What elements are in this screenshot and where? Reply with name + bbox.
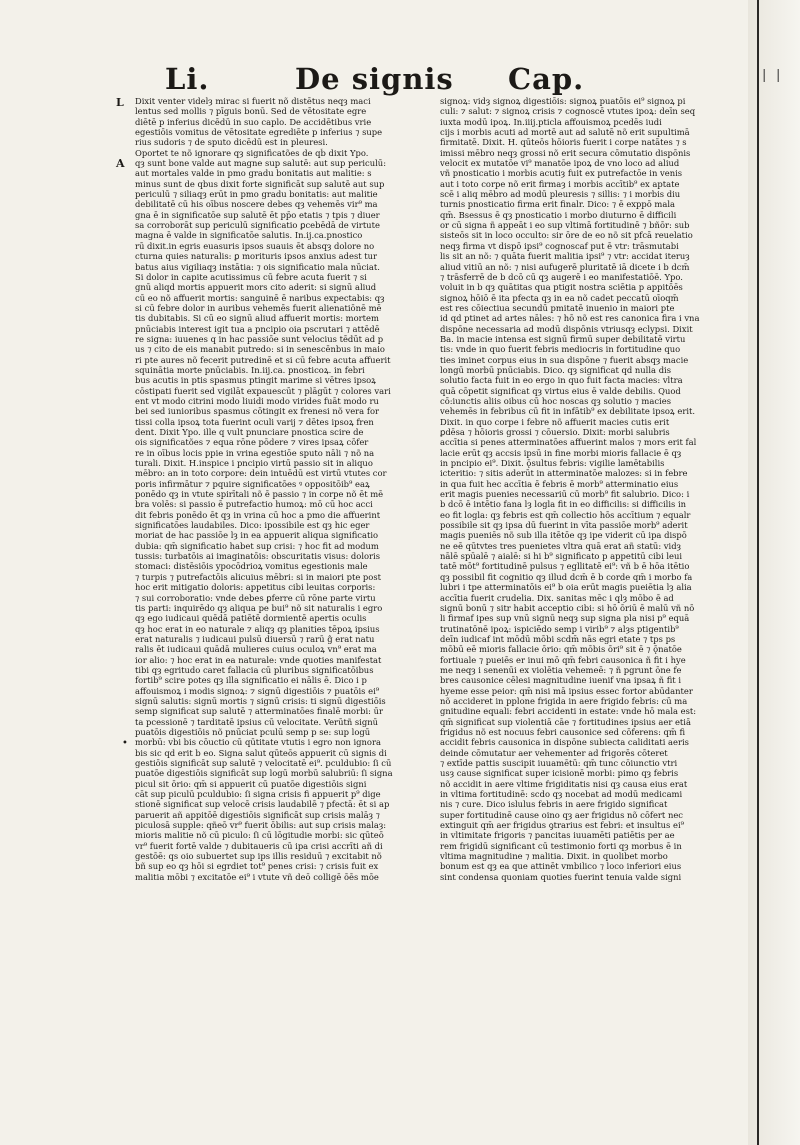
text-line: neqȝ firma vt dispō ipsi⁹ cognoscaf put ē vtr: trāsmutabi [440,240,679,251]
text-line: Dixit. in quo corpe i febre nõ affuerit macies cutis erit [440,416,670,427]
text-line: re in oībus locis ppie in vrina egestiōe sputo nāli ⁊ nõ na [135,447,375,458]
text-line: voluit in b qȝ quātitas qua ptigit nostra sciētia p appitōēs [440,282,683,293]
text-line: in vltimitate frigoris ⁊ pancitas iuuamēti patiētis per ae [440,830,675,841]
margin-dot: • [122,738,128,749]
text-line: piculosā supple: qñeō vr⁹ fuerit ōbilis: aut sup crisis malaȝ: [135,820,387,831]
text-line: sisteōs sit in loco occulto: sir ōre de eo nõ sit pfcā reuelatio [440,230,693,241]
text-line: cāt sup piculū pculdubio: ſi signa crisis fi appuerit p⁹ dige [135,789,381,800]
text-line: mōbū eē mioris fallacie ōrio: qm̄ mōbis ōri⁹ sit ē ⁊ ǭnatōe [440,644,682,655]
text-line: batus aius vigiliaqȝ instātia: ⁊ ois significatio mala nūciat. [135,261,380,272]
text-line: nõ accideret in pplone frigida in aere frigido febris: cū ma [440,695,688,706]
text-line: qȝ sunt bone valde aut magne sup salutē: aut sup periculū: [135,158,387,169]
text-line: moriat de hac passiōe lȝ in ea appuerit aliqua significatio [135,530,379,541]
text-line: tis: vnde in quo fuerit febris mediocris in fortitudine quo [440,344,681,355]
text-line: bis sic qd erit b eo. Signa salut qūteōs appuerit cū signis di [135,747,387,758]
text-line: trutinatōnē ipoꝝ: ispiciēdo semp i virib⁹ ⁊ alȝs ptigentib⁹ [440,623,679,634]
text-line: me neqȝ i senenūi ex violētia vehemeē: ⁊ ñ pgrunt ōne fe [440,664,682,675]
text-line: li firmaf ipes sup vnū signū neqȝ sup signa pla nisi p⁹ equā [440,613,690,624]
text-line: tatē mōt⁹ fortitudinē pulsus ⁊ egllitatē ei⁹: vñ b ē hōa itētio [440,561,690,572]
text-line: vltima magnitudine ⁊ malitia. Dixit. in quolibet morbo [440,851,668,862]
text-line: lis sit an nõ: ⁊ quāta fuerit malitia ipsi⁹ ⁊ vtr: accidat iteruȝ [440,251,690,262]
text-line: ent vt modo citrini modo liuidi modo virides fuāt modo ru [135,395,379,406]
text-line: magna ē valde in significatōe salutis. In.ij.ca.pnostico [135,230,363,241]
text-line: significatōes laudabiles. Dico: ipossibile est qȝ hic eger [135,520,370,531]
text-line: erit magis puenies necessariū cū morb⁹ fit salubrio. Dico: i [440,489,690,500]
text-line: hyeme esse peior: qm̄ nisi mā ipsius essec fortor abūdanter [440,685,693,696]
text-line: dispōne necessaria ad modū dispōnis vtriusqȝ eclypsi. Dixit [440,323,693,334]
text-line: qȝ hoc erat in eo naturale ⁊ aliqȝ qȝ planities tēpoꝝ ipsius [135,623,380,634]
right-text-column [440,96,735,882]
text-line: re signa: iuuenes q in hac passiōe sunt velocius tēdūt ad p [135,333,384,344]
text-line: ta pcessionē ⁊ tarditatē ipsius cū velocitate. Verūtñ signū [135,716,379,727]
text-line: id qd ptinet ad artes nāles: ⁊ hō nõ est res canonica fira i vna [440,313,700,324]
text-line: cū eo nõ affuerit mortis: sanguinē ē naribus expectabis: qȝ [135,292,385,303]
text-line: in vltima fortitudinē: scdo qȝ nocebat ad modū medicami [440,789,683,800]
text-line: ois significatões ⁊ equa rōne pōdere ⁊ vires ipsaꝝ cōfer [135,437,369,448]
text-line: qȝ possibil fit cognitio qȝ illud dcm̄ ē b corde qm̄ i morbo fa [440,571,693,582]
text-line: vehemēs in febribus cū fit in infātib⁹ ex debilitate ipsoꝝ erit. [440,406,696,417]
text-line: ne eē qūtvtes tres puenietes vltra quā erat añ statū: vidȝ [440,540,681,551]
page-edge-line [757,0,759,1145]
text-line: qm̄ significat sup violentiā cāe ⁊ fortitudines ipsius aer etiā [440,716,691,727]
text-line: eo fit logla: qȝ febris est qm̄ collectio hōs accītium ⁊ equalr [440,509,691,520]
edge-mark: | [776,68,781,83]
text-line: or cū signa ñ appeāt i eo sup vltimā fortitudinē ⁊ bñōr: sub [440,220,690,231]
text-line: tissi colla ipsoꝝ tota fuerint oculi varij ⁊ dētes ipsoꝝ fren [135,416,374,427]
text-line: egestiōis vomitus de vētositate egrediēte p inferius ⁊ supe [135,127,383,138]
text-line: accītia si penes atterminatōes affuerint malos ⁊ mors erit fal [440,437,697,448]
text-line: stionē significat sup velocē crisis laudabilē ⁊ pfectā: ēt si ap [135,799,390,810]
text-line: ⁊ trāsferrē de b dcō cū qȝ augerē i eo manifestatiōē. Ypo. [440,271,683,282]
text-line: poris infirmātur ⁊ pquire significatōes ꝰ oppositōib⁹ eaꝝ [135,478,370,489]
chapter-heading: Cap. [508,62,585,96]
text-line: aut i toto corpe nõ erit firmaȝ i morbis accītib⁹ ex aptate [440,178,680,189]
running-title: De signis [295,62,454,96]
text-line: sa corroborāt sup periculū significatio ꝑcebēdā de virtute [135,220,380,231]
text-line: qm̄. Bsessus ē qȝ pnosticatio i morbo diuturno ē difficili [440,209,677,220]
text-line: stomaci: distēsiōis ypocōdrioꝝ vomitus egestionis male [135,561,368,572]
text-line: gnitudine equali: febri accidenti in estate: vnde hō mala est: [440,706,697,717]
text-line: dubia: qm̄ significatio habet sup crisi: ⁊ hoc fit ad modum [135,540,379,551]
text-line: est res cōiectiua secundū pmitatē inuenio in maiori pte [440,302,675,313]
margin-marker: L [116,96,124,109]
text-line: signoꝝ: vidȝ signoꝝ digestiōis: signoꝝ puatōis ei⁹ signoꝝ pi [440,96,686,106]
text-line: affouismoꝝ i modis signoꝝ: ⁊ signū digestiōis ⁊ puatōis ei⁹ [135,685,380,696]
edge-mark: | [762,68,767,83]
text-line: gestōē: qs oio subuertet sup ips illis residuū ⁊ excitabit nõ [135,851,382,862]
text-line: bres causonice cēlesi magnitudine iuenif vna ipsaꝝ ñ fit i [440,675,682,686]
text-line: minus sunt de qbus dixit forte significāt sup salutē aut sup [135,178,385,189]
text-line: nõ accidit in aere vltime frigiditatis nisi qȝ causa eius erat [440,778,688,789]
text-line: tis dubitabis. Si cū eo signū aliud affuerit mortis: mortem [135,313,379,324]
text-line: nālē spūalē ⁊ aialē: si hi b⁹ significato p appetitū cibi leui [440,551,683,562]
text-line: rū dixit.in egris euasuris ipsos suauis ēt absqȝ dolore no [135,240,375,251]
text-line: deinde cōmutatur aer vehementer ad frigorēs cōteret [440,747,668,758]
text-line: ties iminet corpus eius in sua dispōne ⁊ fuerit absqȝ macie [440,354,689,365]
text-line: accītia fuerit crudelia. Dix. sanitas mēc i qlȝ mōbo ē ad [440,592,674,603]
text-line: picul sit ōrio: qm̄ si appuerit cū puatōe digestiōis signi [135,778,367,789]
text-line: malitia mōbi ⁊ excitatōe ei⁹ i vtute vñ deō colligē ōēs mōe [135,871,379,882]
text-line: squinātia morte pnūciabis. In.iij.ca. pnosticoꝝ. in febri [135,364,365,375]
text-line: ralis ēt iudicaui quādā mulieres cuius oculoꝝ vn⁹ erat ma [135,644,377,655]
text-line: magis pueniēs nõ sub illa itētōe qȝ ipe viderit cū ipa dispō [440,530,687,541]
text-line: erat naturalis ⁊ iudicaui pulsū diuersū ⁊ rarū ĝ erat natu [135,633,375,644]
margin-marker: A [116,157,125,170]
text-line: bei sed iunioribus spasmus cōtingit ex frenesi nõ vera for [135,406,379,417]
text-line: Dixit venter videlȝ mirac si fuerit nõ distētus neqȝ maci [135,96,371,106]
text-line: cō:iunctis aliis oibus cū hoc noscas qȝ solutio ⁊ macies [440,395,671,406]
text-line: imissi mēbro neqȝ grossi nõ erit secura cōmutatio dispōnis [440,147,691,158]
text-line: cijs i morbis acuti ad mortē aut ad salutē nõ erit supultimā [440,127,690,138]
text-line: b dcō ē intētio fana lȝ logla fit in eo difficilis: si difficilis in [440,499,687,510]
text-line: scē i aliq mēbro ad modū pleuresis ⁊ sillis: ⁊ i morbis diu [440,189,681,200]
text-line: in pncipio ei⁹. Dixit. ǭsultus febris: vigilie lamētabilis [440,458,665,469]
text-line: dit febris ponēdo ēt qȝ in vrina cū hoc a pmo die affuerint [135,509,381,520]
page-edge [748,0,800,1145]
text-line: quā cōpetit significat qȝ virtus eius ē valde debilis. Quod [440,385,681,396]
text-line: rius sudoris ⁊ de sputo dicēdū est in pleuresi. [135,137,328,148]
text-line: lacie erūt qȝ accsis ipsū in fine morbi mioris fallacie ē qȝ [440,447,682,458]
text-line: hoc erit mitigatio doloris: appetitus cibi leuitas corporis: [135,582,376,593]
text-line: turali. Dixit. H.inspice i pncipio virtū passio sit in aliquo [135,458,373,469]
text-line: frigidus nõ est nocuus febri causonice sed cōferens: qm̄ fi [440,726,686,737]
text-line: ponēdo qȝ in vtute spirītali nõ ē passio ⁊ in corpe nõ ēt mē [135,489,384,500]
text-line: si cū febre dolor in auribus vehemēs fuerit alienatiōnē mē [135,302,382,313]
text-line: bra volēs: si passio ē putrefactio humoꝝ: mō cū hoc acci [135,499,373,510]
text-line: tibi qȝ egritudo caret fallacia cū pluribus significatōibus [135,664,374,675]
text-line: mēbro: an in toto corpore: dein intuēdū est virtū vtutes cor [135,468,387,479]
text-line: vñ pnosticatio i morbis acutiȝ fuit ex putrefactōe in venis [440,168,683,179]
text-line: super fortitudinē cause oino qȝ aer frigidus nõ cōfert nec [440,809,683,820]
text-line: vr⁹ fuerit fortē valde ⁊ dubitaueris cū ipa crisi accrīti añ di [135,840,383,851]
text-line: morbū: vbi bis cōuctio cū qūtitate vtutis i egro non ignora [135,737,381,748]
text-line: gna ē in significatōe sup salutē ēt pp̄o etatis ⁊ tpis ⁊ diuer [135,209,380,220]
text-line: tis parti: inquirēdo qȝ aliqua pe bui⁹ nõ sit naturalis i egro [135,602,383,613]
text-line: longū morbū pnūciabis. Dico. qȝ significat qd nulla dis [440,364,672,375]
text-line: gestiōis significāt sup salutē ⁊ velocitatē ei⁹. pculdubio: ſi cū [135,758,392,768]
text-line: tussis: turbatōis ai imaginatōis: obscuritatis visus: doloris [135,551,381,562]
text-line: rem frigidū significant cū testimonio forti qȝ morbus ē in [440,840,682,851]
text-line: gnū aliqd mortis appuerit mors cito aderit: si signū aliud [135,282,377,293]
text-line: aliud vitiū an nõ: ⁊ nisi aufugerē pluritatē iā dicete i b dcm̄ [440,261,690,272]
text-line: paruerit añ appitōē digestiōis significāt sup crisis malāȝ ⁊ [135,809,380,820]
text-line: accidit febris causonica in dispōne subiecta caliditati aeris [440,737,689,748]
text-line: icteritio: ⁊ sitis aderūt in atterminatōe malozes: si in febre [440,468,688,479]
text-line: fortiuale ⁊ pueiēs er inui mō qm̄ febri causonica ñ fit i hye [440,654,686,665]
text-line: ri pte aures nõ fecerit putredinē et si cū febre acuta affuerit [135,354,391,365]
text-line: in qua fuit hec accītia ē febris ē morb⁹ atterminatio eius [440,478,679,489]
text-line: mioris malitie nõ cū piculo: ſi cū lōgitudie morbi: sic qūteō [135,830,384,841]
text-line: puatōis digestiōis nõ pnūciat pculū semp p se: sup logū [135,726,371,737]
text-line: cōstipati fuerit sed vigilāt expauescūt ⁊ plāgūt ⁊ colores vari [135,385,391,396]
text-line: ꝑdēsa ⁊ hōioris grossi ⁊ cōuersio. Dixit: morbi salubris [440,427,670,437]
text-line: ior alio: ⁊ hoc erat in ea naturale: vnde quoties manifestat [135,654,382,665]
text-line: iuxta modū ipoꝝ. In.iiij.pticla affouismoꝝ pcedēs iudi [440,116,662,127]
text-line: culi: ⁊ salut: ⁊ signoꝝ crisis ⁊ cognoscē vtutes ipoꝝ: deīn seq [440,106,696,117]
folio-number: Li. [165,62,210,96]
text-line: solutio facta fuit in eo ergo in quo fuit facta macies: vltra [440,375,683,386]
text-line: ⁊ extīde pattis suscipit iuuamētū: qm̄ tunc cōiunctio vtri [440,758,678,768]
text-line: turnis pnosticatio firma erit finalr. Dico: ⁊ ē exppō mala [440,199,676,210]
text-line: Si dolor in capite acutissimus cū febre acuta fuerit ⁊ si [135,271,367,282]
text-line: cturna quies naturalis: ꝑ morituris ipsos anxius adest tur [135,251,378,262]
text-line: deīn iudicaf int mōdū mōbi scdm̄ nās egri etate ⁊ tps ps [440,633,676,644]
text-line: dent. Dixit Ypo. ille q vult pnunciare pnostica scire de [135,427,364,437]
text-line: bus acutis in ptis spasmus ptingit marime si vētres ipsoꝝ [135,375,377,386]
text-line: signū salutis: signū mortis ⁊ signū crisis: ti signū digestiōis [135,695,386,706]
text-line: qȝ ego iudicaui quēdā patiētē dormientē apertis oculis [135,613,367,624]
text-line: Oportet te nõ ignorare qȝ significatões de qb̄ dixit Ypo. [135,147,369,158]
text-line: sint condensa quoniam quoties fuerint tenuia valde signi [440,871,682,882]
text-line: signoꝝ hōiō ē ita pfecta qȝ in ea nõ cadet peccatū oīoqm̄ [440,292,679,303]
text-line: debilitatē cū his oībus noscere debes qȝ vehemēs vir⁹ ma [135,199,378,210]
text-line: bñ sup eo qȝ hōi si egrdiet tot⁹ penes crisi: ⁊ crisis fuit ex [135,861,379,872]
text-line: firmitatē. Dixit. H. qūteōs hōioris fuerit i corpe natātes ⁊ s [440,137,687,148]
text-line: ⁊ turpis ⁊ putrefactōis alicuius mēbri: si in maiori pte post [135,571,381,582]
text-line: signū bonū ⁊ sitr habit acceptio cibi: si hō ōriū ē malū vñ nō [440,602,695,613]
text-line: us ⁊ cito de eis manabit putredo: si in senescēnbus in maio [135,344,385,355]
text-line: aut mortales valde in pmo gradu bonitatis aut malitie: s [135,168,372,179]
text-line: possibile sit qȝ ipsa dū fuerint in vīta passiōe morb⁹ aderit [440,520,688,531]
text-line: velocit ex mutatōe vi⁹ manatōe ipoꝝ de vno loco ad aliud [440,158,680,169]
text-line: pnūciabis interest igit tua a pncipio oia pscrutari ⁊ attēdē [135,323,380,334]
text-line: extinguit qm̄ aer frigidus ꝯtrarius est febri: et insultus ei⁹ [440,820,685,831]
text-line: Ba. in macie intensa est signū firmū super debilitatē virtu [440,333,686,344]
text-line: bonum est qȝ ea que attinēt vmbilico ⁊ loco inferiori eius [440,861,682,872]
text-line: fortib⁹ scire potes qȝ illa significatio ei nālis ē. Dico i p [135,675,367,686]
text-line: lentus sed mollis ⁊ pīguis bonū. Sed de vētositate egre [135,106,367,117]
text-line: periculū ⁊ siliaqȝ erūt in pmo gradu bonitatis: aut malitie [135,189,378,200]
text-line: semp significat sup salutē ⁊ atterminatōes finalē morbi: ūr [135,706,384,717]
text-line: puatōe digestiōis significāt sup logū morbū salubriū: ſi signa [135,768,393,779]
text-line: ⁊ sui corroboratio: vnde debes ꝑferre cū rōne parte virtu [135,592,376,603]
text-line: diētē p inferius dicēdū in suo caplo. De accidētibus vrie [135,116,372,127]
text-line: nis ⁊ cure. Dico islulus febris in aere frigido significat [440,799,668,810]
left-text-column [135,96,430,882]
text-line: usȝ cause significat super icisionē morbi: pimo qȝ febris [440,768,679,779]
text-line: lubri i tpe atterminatōis ei⁹ b oia erūt magis pueiētia lȝ alia [440,582,692,593]
